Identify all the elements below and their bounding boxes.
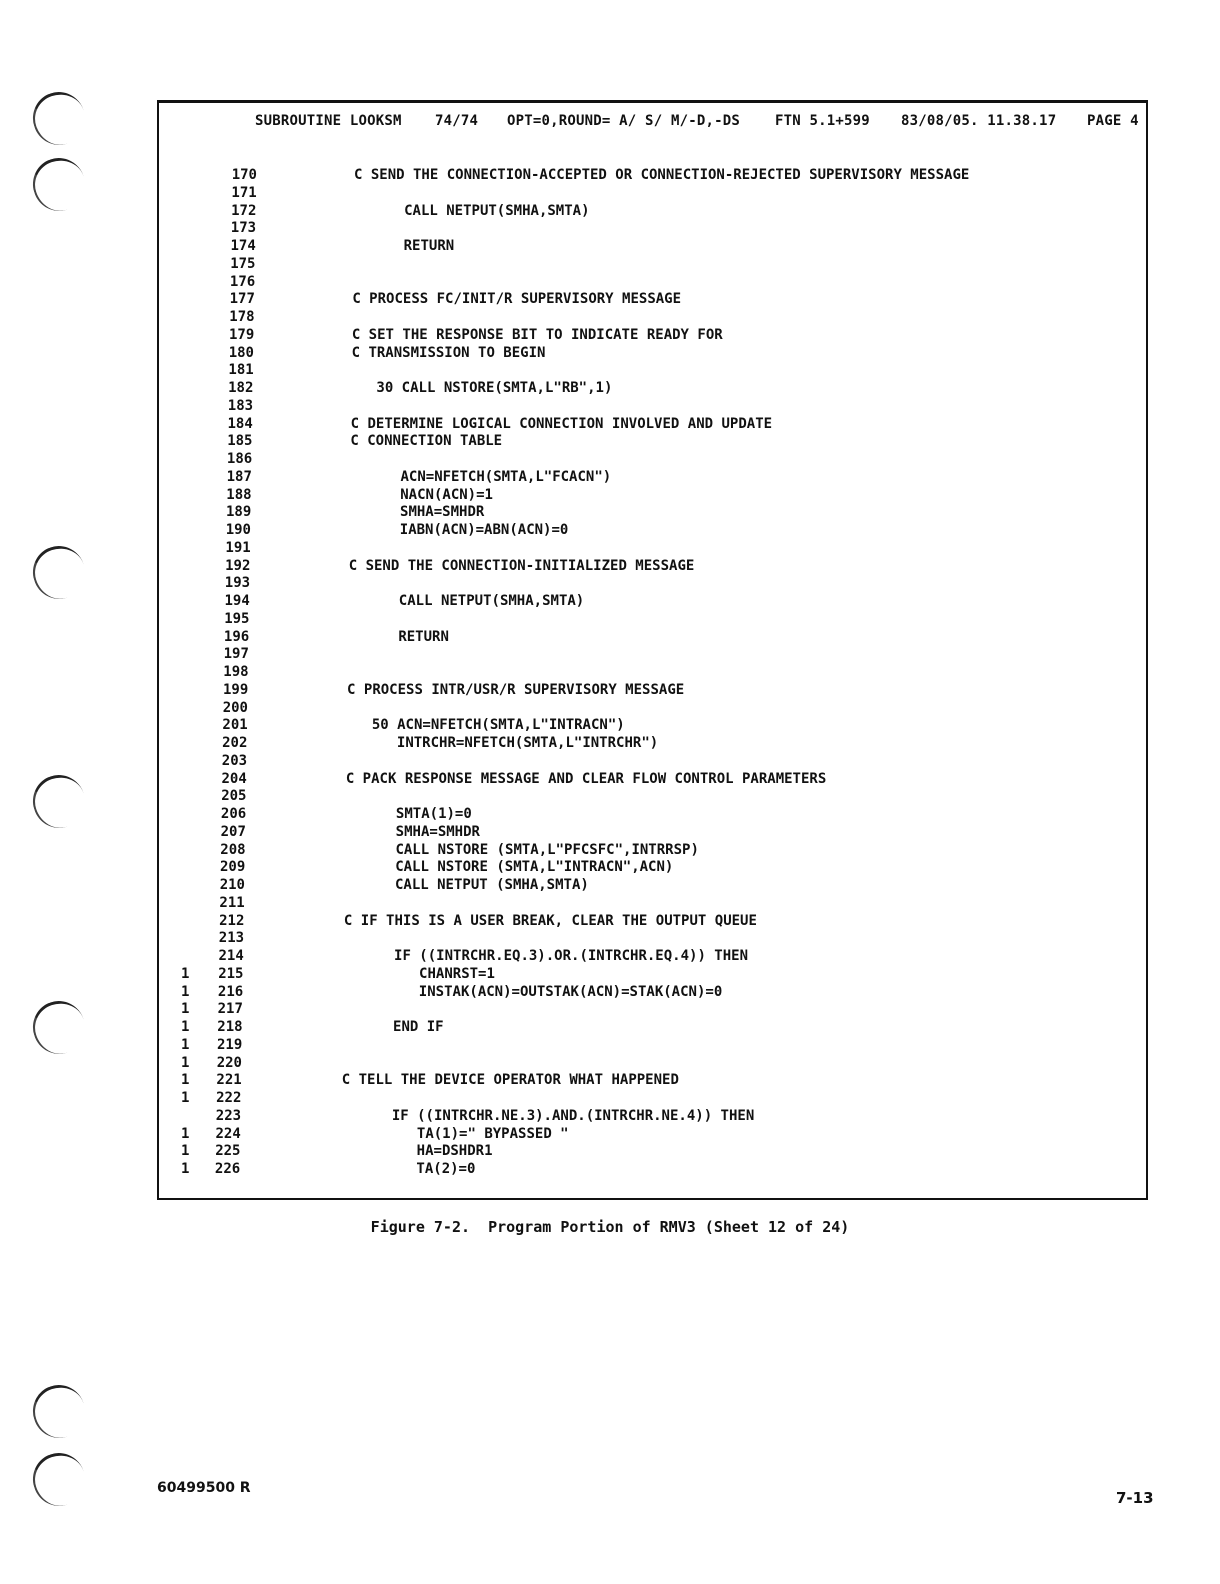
source-line <box>159 930 1146 948</box>
source-code: RETURN <box>347 628 449 645</box>
line-number: 199 <box>223 681 249 698</box>
source-line <box>159 771 1146 789</box>
source-code: C CONNECTION TABLE <box>350 433 503 450</box>
line-number: 207 <box>220 823 246 840</box>
binder-hole-mark <box>26 768 92 834</box>
nesting-level: 1 <box>181 1143 190 1160</box>
line-number: 203 <box>221 752 248 769</box>
source-code: C IF THIS IS A USER BREAK, CLEAR THE OUTPUT QUEUE <box>343 912 757 929</box>
line-number: 179 <box>229 326 255 343</box>
line-number: 205 <box>221 788 247 805</box>
source-code: TA(1)=" BYPASSED " <box>341 1125 569 1142</box>
line-number: 184 <box>227 415 253 432</box>
line-number: 225 <box>215 1143 241 1160</box>
source-line <box>159 1090 1146 1108</box>
source-line <box>159 1055 1146 1073</box>
line-number: 194 <box>224 593 250 609</box>
line-number: 181 <box>228 362 254 379</box>
line-number: 200 <box>222 699 248 716</box>
source-line <box>159 558 1146 576</box>
source-code: TA(2)=0 <box>340 1161 476 1177</box>
line-number: 214 <box>218 948 244 964</box>
line-number: 222 <box>216 1090 242 1106</box>
line-number: 215 <box>218 965 244 982</box>
source-line <box>159 735 1146 753</box>
nesting-level: 1 <box>181 1054 190 1071</box>
source-line <box>159 664 1146 682</box>
source-line <box>159 682 1146 700</box>
source-code: IABN(ACN)=ABN(ACN)=0 <box>349 522 569 538</box>
source-line <box>159 593 1146 611</box>
binder-hole-mark <box>26 1378 92 1444</box>
source-code: INTRCHR=NFETCH(SMTA,L"INTRCHR") <box>346 735 659 751</box>
source-line <box>159 433 1146 451</box>
source-code: SMTA(1)=0 <box>345 806 472 822</box>
document-number: 60499500 R <box>157 1480 251 1496</box>
source-code: C PROCESS INTR/USR/R SUPERVISORY MESSAGE <box>347 681 685 698</box>
line-number: 178 <box>229 309 255 325</box>
source-line <box>159 1126 1146 1144</box>
nesting-level: 1 <box>181 1001 190 1018</box>
source-code: INSTAK(ACN)=OUTSTAK(ACN)=STAK(ACN)=0 <box>342 983 723 1000</box>
source-line <box>159 1072 1146 1090</box>
source-line <box>159 504 1146 522</box>
source-line <box>159 274 1146 292</box>
line-number: 208 <box>220 841 246 858</box>
source-line <box>159 345 1146 363</box>
line-number: 223 <box>215 1107 242 1124</box>
source-code: IF ((INTRCHR.NE.3).AND.(INTRCHR.NE.4)) THEN <box>341 1107 755 1124</box>
nesting-level: 1 <box>181 965 190 982</box>
source-code: CALL NETPUT (SMHA,SMTA) <box>344 877 589 893</box>
source-line <box>159 380 1146 398</box>
line-number: 219 <box>217 1036 243 1053</box>
source-code: END IF <box>342 1019 444 1035</box>
nesting-level: 1 <box>181 1019 190 1035</box>
source-line <box>159 1108 1146 1126</box>
source-line <box>159 416 1146 434</box>
source-line <box>159 575 1146 593</box>
line-number: 173 <box>230 220 257 237</box>
source-line <box>159 700 1146 718</box>
routine-name: SUBROUTINE LOOKSM <box>255 113 402 129</box>
source-line <box>159 398 1146 416</box>
line-number: 170 <box>231 167 257 183</box>
source-line <box>159 717 1146 735</box>
line-number: 206 <box>220 806 247 822</box>
source-code: CALL NSTORE (SMTA,L"PFCSFC",INTRRSP) <box>344 841 699 858</box>
source-line <box>159 966 1146 984</box>
line-number: 188 <box>226 486 252 503</box>
line-number: 218 <box>217 1019 243 1035</box>
line-number: 193 <box>224 575 251 592</box>
line-number: 197 <box>223 646 249 663</box>
source-line <box>159 859 1146 877</box>
source-line <box>159 522 1146 540</box>
source-line <box>159 256 1146 274</box>
line-number: 196 <box>223 628 250 645</box>
source-line <box>159 1143 1146 1161</box>
line-number: 189 <box>226 504 252 521</box>
compiler-listing <box>157 100 1148 1200</box>
line-number: 216 <box>217 983 244 1000</box>
line-number: 217 <box>217 1001 243 1018</box>
source-line <box>159 540 1146 558</box>
source-line <box>159 646 1146 664</box>
page-number: 7-13 <box>1116 1489 1154 1507</box>
listing-page-number: PAGE 4 <box>1087 113 1139 129</box>
source-line <box>159 1001 1146 1019</box>
source-code: CALL NETPUT(SMHA,SMTA) <box>353 202 590 219</box>
binder-hole-mark <box>26 1446 92 1512</box>
compiler-version: FTN 5.1+599 <box>775 113 870 129</box>
source-code: C SEND THE CONNECTION-ACCEPTED OR CONNECTION-REJECTED SUPERVISORY MESSAGE <box>354 167 970 183</box>
source-line <box>159 842 1146 860</box>
source-line <box>159 1037 1146 1055</box>
source-line <box>159 948 1146 966</box>
line-number: 195 <box>224 610 250 627</box>
line-number: 186 <box>226 451 253 467</box>
line-number: 209 <box>220 859 246 876</box>
line-number: 212 <box>219 912 245 929</box>
figure-caption: Figure 7-2. Program Portion of RMV3 (Sheet 12 of 24) <box>370 1218 850 1236</box>
line-number: 185 <box>227 433 253 450</box>
line-number: 226 <box>214 1161 241 1177</box>
nesting-level: 1 <box>181 1125 190 1142</box>
source-line <box>159 1161 1146 1179</box>
source-line <box>159 487 1146 505</box>
line-number: 182 <box>228 380 254 396</box>
source-code: CALL NSTORE (SMTA,L"INTRACN",ACN) <box>344 859 674 876</box>
source-line <box>159 362 1146 380</box>
line-number: 180 <box>228 344 254 361</box>
line-number: 174 <box>230 238 256 254</box>
compiler-mode: 74/74 <box>435 113 479 129</box>
source-line <box>159 824 1146 842</box>
nesting-level: 1 <box>181 1090 190 1106</box>
source-line <box>159 469 1146 487</box>
source-code: 50 ACN=NFETCH(SMTA,L"INTRACN") <box>346 717 625 734</box>
line-number: 176 <box>229 273 256 290</box>
binder-hole-mark <box>26 85 92 151</box>
source-code: C TELL THE DEVICE OPERATOR WHAT HAPPENED <box>341 1072 679 1089</box>
source-code: C SET THE RESPONSE BIT TO INDICATE READY FOR <box>351 326 723 343</box>
source-code: C PACK RESPONSE MESSAGE AND CLEAR FLOW CONTROL PARAMETERS <box>345 770 827 787</box>
line-number: 204 <box>221 770 247 787</box>
source-code: RETURN <box>353 238 455 254</box>
source-line <box>159 220 1146 238</box>
source-line <box>159 309 1146 327</box>
source-line <box>159 203 1146 221</box>
line-number: 210 <box>219 877 245 893</box>
line-number: 177 <box>229 291 255 308</box>
binder-hole-mark <box>26 539 92 605</box>
source-code: C SEND THE CONNECTION-INITIALIZED MESSAGE <box>348 557 695 574</box>
compile-timestamp: 83/08/05. 11.38.17 <box>901 113 1057 129</box>
source-code: CHANRST=1 <box>343 965 495 982</box>
source-line <box>159 451 1146 469</box>
line-number: 171 <box>231 184 257 201</box>
nesting-level: 1 <box>181 1072 190 1089</box>
source-code: C TRANSMISSION TO BEGIN <box>351 344 546 361</box>
line-number: 220 <box>216 1054 242 1071</box>
source-line <box>159 895 1146 913</box>
line-number: 187 <box>226 468 252 485</box>
source-code: SMHA=SMHDR <box>345 823 480 840</box>
source-line <box>159 806 1146 824</box>
line-number: 202 <box>222 735 248 751</box>
line-number: 190 <box>225 522 251 538</box>
line-number: 211 <box>219 894 245 911</box>
line-number: 192 <box>225 557 251 574</box>
source-code: IF ((INTRCHR.EQ.3).OR.(INTRCHR.EQ.4)) THEN <box>343 948 749 964</box>
nesting-level: 1 <box>181 983 190 1000</box>
source-line <box>159 877 1146 895</box>
binder-hole-mark <box>26 994 92 1060</box>
source-code: NACN(ACN)=1 <box>349 486 493 503</box>
line-number: 221 <box>216 1072 242 1089</box>
line-number: 175 <box>230 255 256 272</box>
source-line <box>159 629 1146 647</box>
nesting-level: 1 <box>181 1036 190 1053</box>
line-number: 183 <box>227 397 254 414</box>
line-number: 191 <box>225 539 251 556</box>
nesting-level: 1 <box>181 1161 190 1177</box>
source-line <box>159 913 1146 931</box>
line-number: 198 <box>223 664 249 680</box>
source-line <box>159 984 1146 1002</box>
source-code: C PROCESS FC/INIT/R SUPERVISORY MESSAGE <box>352 291 682 308</box>
source-code: SMHA=SMHDR <box>349 504 485 521</box>
source-code: ACN=NFETCH(SMTA,L"FCACN") <box>349 468 612 485</box>
source-code: HA=DSHDR1 <box>340 1143 493 1160</box>
compile-options: OPT=0,ROUND= A/ S/ M/-D,-DS <box>507 113 740 129</box>
source-line <box>159 1019 1146 1037</box>
source-line <box>159 291 1146 309</box>
line-number: 213 <box>218 930 245 947</box>
binder-hole-mark <box>26 151 92 217</box>
source-line <box>159 185 1146 203</box>
source-line <box>159 788 1146 806</box>
line-number: 172 <box>231 202 257 219</box>
source-line <box>159 327 1146 345</box>
line-number: 224 <box>215 1125 241 1142</box>
source-line <box>159 611 1146 629</box>
source-line <box>159 238 1146 256</box>
source-code: C DETERMINE LOGICAL CONNECTION INVOLVED AND UPDATE <box>350 415 773 432</box>
line-number: 201 <box>222 717 248 734</box>
source-line <box>159 753 1146 771</box>
source-code: CALL NETPUT(SMHA,SMTA) <box>348 593 585 609</box>
source-line <box>159 167 1146 185</box>
source-code: 30 CALL NSTORE(SMTA,L"RB",1) <box>351 380 613 396</box>
